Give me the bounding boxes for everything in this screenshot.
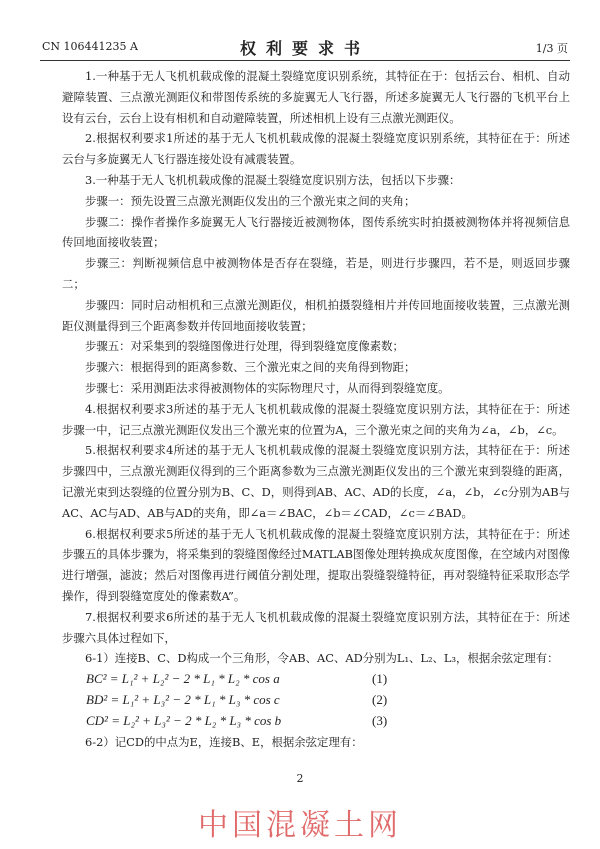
formula-3-expression: CD² = L₂² + L₃² − 2 * L₂ * L₃ * cos b	[86, 713, 282, 729]
document-title: 权利要求书	[239, 39, 370, 58]
formula-1	[62, 669, 570, 690]
formula-1-expression: BC² = L₁² + L₂² − 2 * L₁ * L₂ * cos a	[86, 671, 280, 687]
step-3: 步骤三：判断视频信息中被测物体是否存在裂缝，若是，则进行步骤四，若不是，则返回步骤二；	[62, 256, 570, 291]
formula-3	[62, 711, 570, 732]
patent-number: CN 106441235 A	[42, 40, 138, 53]
step-4: 步骤四：同时启动相机和三点激光测距仪，相机拍摄裂缝相片并传回地面接收装置，三点激光测距仪测量得到三个距离参数并传回地面接收装置；	[62, 297, 570, 333]
formula-3-number: (3)	[372, 713, 388, 729]
step-2: 步骤二：操作者操作多旋翼无人飞行器接近被测物体，图传系统实时拍摄被测物体并将视频信息传回地面接收装置；	[62, 214, 570, 250]
claim-6: 6.根据权利要求5所述的基于无人飞机机载成像的混凝土裂缝宽度识别方法，其特征在于：所述步骤五的具体步骤为，将采集到的裂缝图像经过MATLAB图像处理转换成灰度图像，在空域内对图像进行增强，滤波；然后对图像再进行阈值分割处理，提取出裂缝裂缝特征，再对裂缝特征采取形态学操作，得到裂缝宽度处的像素数A”。	[62, 526, 570, 603]
claim-5: 5.根据权利要求4所述的基于无人飞机机载成像的混凝土裂缝宽度识别方法，其特征在于：所述步骤四中，三点激光测距仪得到的三个距离参数为三点激光测距仪发出的三个激光束到裂缝的距离，记激光束到达裂缝的位置分别为B、C、D，则得到AB、AC、AD的长度，∠a，∠b，∠c分别为AB与AC、AC与AD、AB与AD的夹角，即∠a＝∠BAC，∠b＝∠CAD，∠c＝∠BAD。	[62, 443, 570, 520]
claim-7: 7.根据权利要求6所述的基于无人飞机机载成像的混凝土裂缝宽度识别方法，其特征在于：所述步骤六具体过程如下，	[62, 609, 570, 645]
sub-step-6-2: 6-2）记CD的中点为E，连接B、E，根据余弦定理有：	[85, 735, 363, 750]
claim-1: 1.一种基于无人飞机机载成像的混凝土裂缝宽度识别系统，其特征在于：包括云台、相机、自动避障装置、三点激光测距仪和带图传系统的多旋翼无人飞行器，所述多旋翼无人飞行器的飞机平台上设有云台，云台上设有相机和自动避障装置，所述相机上设有三点激光测距仪。	[62, 69, 570, 125]
claim-2: 2.根据权利要求1所述的基于无人飞机机载成像的混凝土裂缝宽度识别系统，其特征在于：所述云台与多旋翼无人飞行器连接处设有减震装置。	[62, 131, 570, 167]
header-divider	[40, 60, 570, 61]
page-header	[42, 36, 568, 58]
watermark-logo: 中国混凝土网	[198, 808, 402, 843]
step-5: 步骤五：对采集到的裂缝图像进行处理，得到裂缝宽度像素数；	[85, 339, 404, 354]
step-1: 步骤一：预先设置三点激光测距仪发出的三个激光束之间的夹角；	[85, 193, 416, 208]
claim-3: 3.一种基于无人飞机机载成像的混凝土裂缝宽度识别方法，包括以下步骤：	[85, 172, 461, 187]
formula-1-number: (1)	[372, 671, 388, 687]
page-number: 2	[296, 772, 304, 785]
step-6: 步骤六：根据得到的距离参数、三个激光束之间的夹角得到物距；	[85, 360, 416, 375]
step-7: 步骤七：采用测距法求得被测物体的实际物理尺寸，从而得到裂缝宽度。	[85, 380, 450, 395]
formula-2-number: (2)	[372, 692, 388, 708]
sub-step-6-1: 6-1）连接B、C、D构成一个三角形，令AB、AC、AD分别为L₁、L₂、L₃，根据余弦定理有：	[85, 651, 559, 666]
formula-2	[62, 690, 570, 711]
claims-body	[62, 66, 570, 753]
formula-2-expression: BD² = L₁² + L₃² − 2 * L₁ * L₃ * cos c	[86, 692, 280, 708]
page-info: 1/3 页	[535, 42, 568, 55]
claim-4: 4.根据权利要求3所述的基于无人飞机机载成像的混凝土裂缝宽度识别方法，其特征在于：所述步骤一中，记三点激光测距仪发出三个激光束的位置为A，三个激光束之间的夹角为∠a，∠b，∠c。	[62, 401, 570, 437]
